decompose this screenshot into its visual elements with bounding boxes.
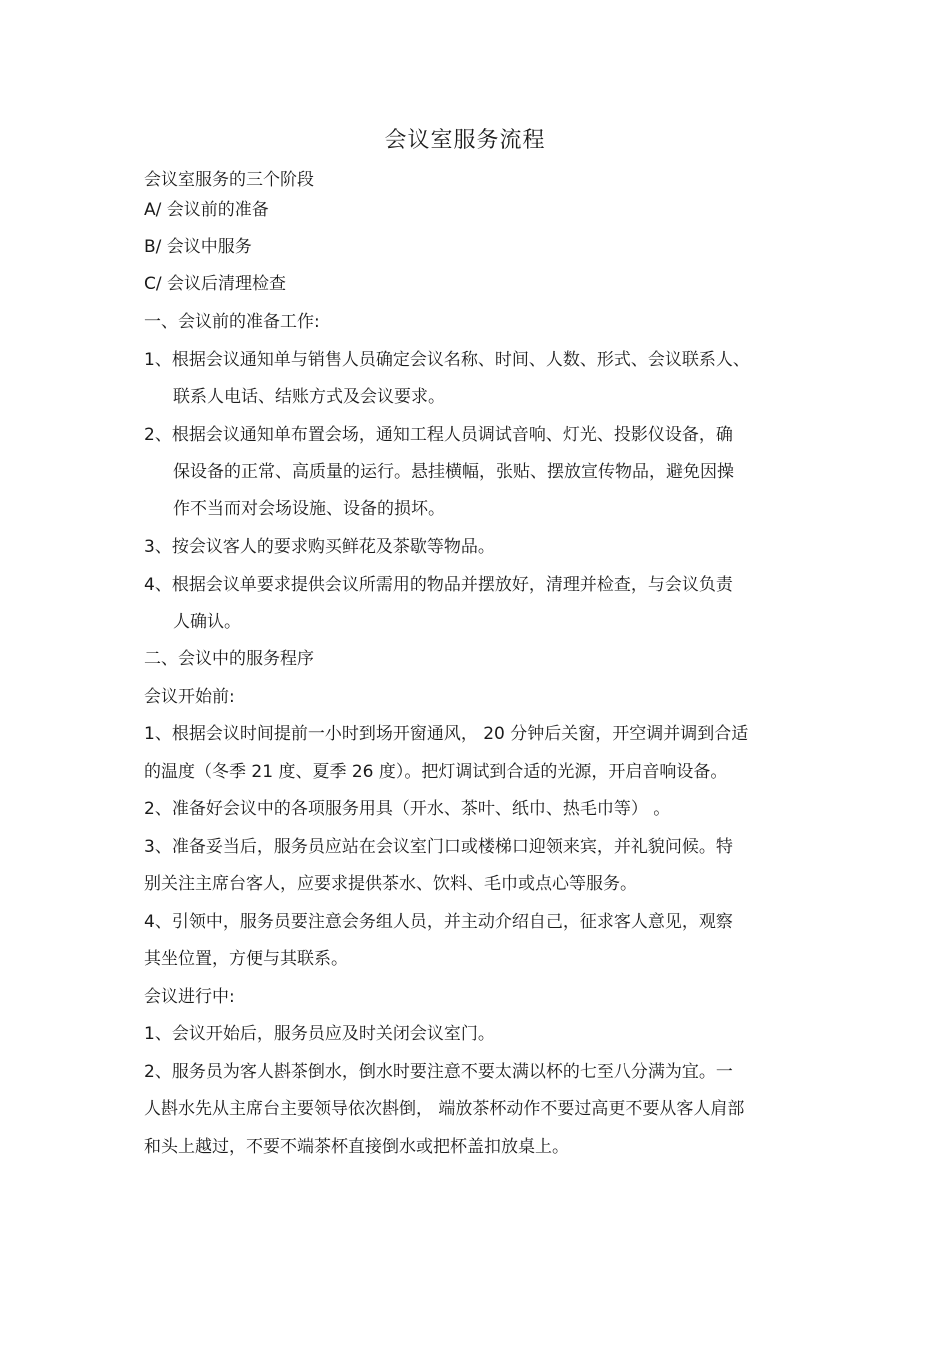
prep-item-1-line-2: 联系人电话、结账方式及会议要求。	[173, 387, 445, 407]
before-item-3-line-1: 3、准备妥当后，服务员应站在会议室门口或楼梯口迎领来宾，并礼貌问候。特	[144, 837, 733, 857]
before-meeting-heading: 会议开始前:	[144, 687, 235, 707]
stage-a: A/ 会议前的准备	[144, 200, 269, 220]
before-item-4-line-1: 4、引领中，服务员要注意会务组人员，并主动介绍自己，征求客人意见，观察	[144, 912, 733, 932]
before-item-1-line-2: 的温度（冬季 21 度、夏季 26 度）。把灯调试到合适的光源，开启音响设备。	[144, 762, 728, 782]
during-item-2-line-2: 人斟水先从主席台主要领导依次斟倒， 端放茶杯动作不要过高更不要从客人肩部	[144, 1099, 745, 1119]
prep-item-1-line-1: 1、根据会议通知单与销售人员确定会议名称、时间、人数、形式、会议联系人、	[144, 350, 750, 370]
document-title: 会议室服务流程	[384, 128, 546, 153]
prep-item-4-line-1: 4、根据会议单要求提供会议所需用的物品并摆放好，清理并检查，与会议负责	[144, 575, 733, 595]
prep-item-2-line-1: 2、根据会议通知单布置会场，通知工程人员调试音响、灯光、投影仪设备，确	[144, 425, 733, 445]
prep-item-2-line-2: 保设备的正常、高质量的运行。悬挂横幅，张贴、摆放宣传物品，避免因操	[173, 462, 734, 482]
prep-item-3: 3、按会议客人的要求购买鲜花及茶歇等物品。	[144, 537, 495, 557]
before-item-2: 2、准备好会议中的各项服务用具（开水、茶叶、纸巾、热毛巾等） 。	[144, 799, 671, 819]
during-item-2-line-3: 和头上越过，不要不端茶杯直接倒水或把杯盖扣放桌上。	[144, 1137, 569, 1157]
before-item-4-line-2: 其坐位置，方便与其联系。	[144, 949, 348, 969]
stages-heading: 会议室服务的三个阶段	[144, 170, 314, 190]
stage-b: B/ 会议中服务	[144, 237, 252, 257]
during-item-1: 1、会议开始后，服务员应及时关闭会议室门。	[144, 1024, 495, 1044]
stage-c: C/ 会议后清理检查	[144, 274, 287, 294]
during-meeting-heading: 会议进行中:	[144, 987, 235, 1007]
section-two-heading: 二、会议中的服务程序	[144, 649, 314, 669]
prep-item-2-line-3: 作不当而对会场设施、设备的损坏。	[173, 499, 445, 519]
before-item-3-line-2: 别关注主席台客人，应要求提供茶水、饮料、毛巾或点心等服务。	[144, 874, 637, 894]
prep-item-4-line-2: 人确认。	[173, 612, 241, 632]
during-item-2-line-1: 2、服务员为客人斟茶倒水，倒水时要注意不要太满以杯的七至八分满为宜。一	[144, 1062, 733, 1082]
section-one-heading: 一、会议前的准备工作:	[144, 312, 320, 332]
before-item-1-line-1: 1、根据会议时间提前一小时到场开窗通风， 20 分钟后关窗，开空调并调到合适	[144, 724, 749, 744]
